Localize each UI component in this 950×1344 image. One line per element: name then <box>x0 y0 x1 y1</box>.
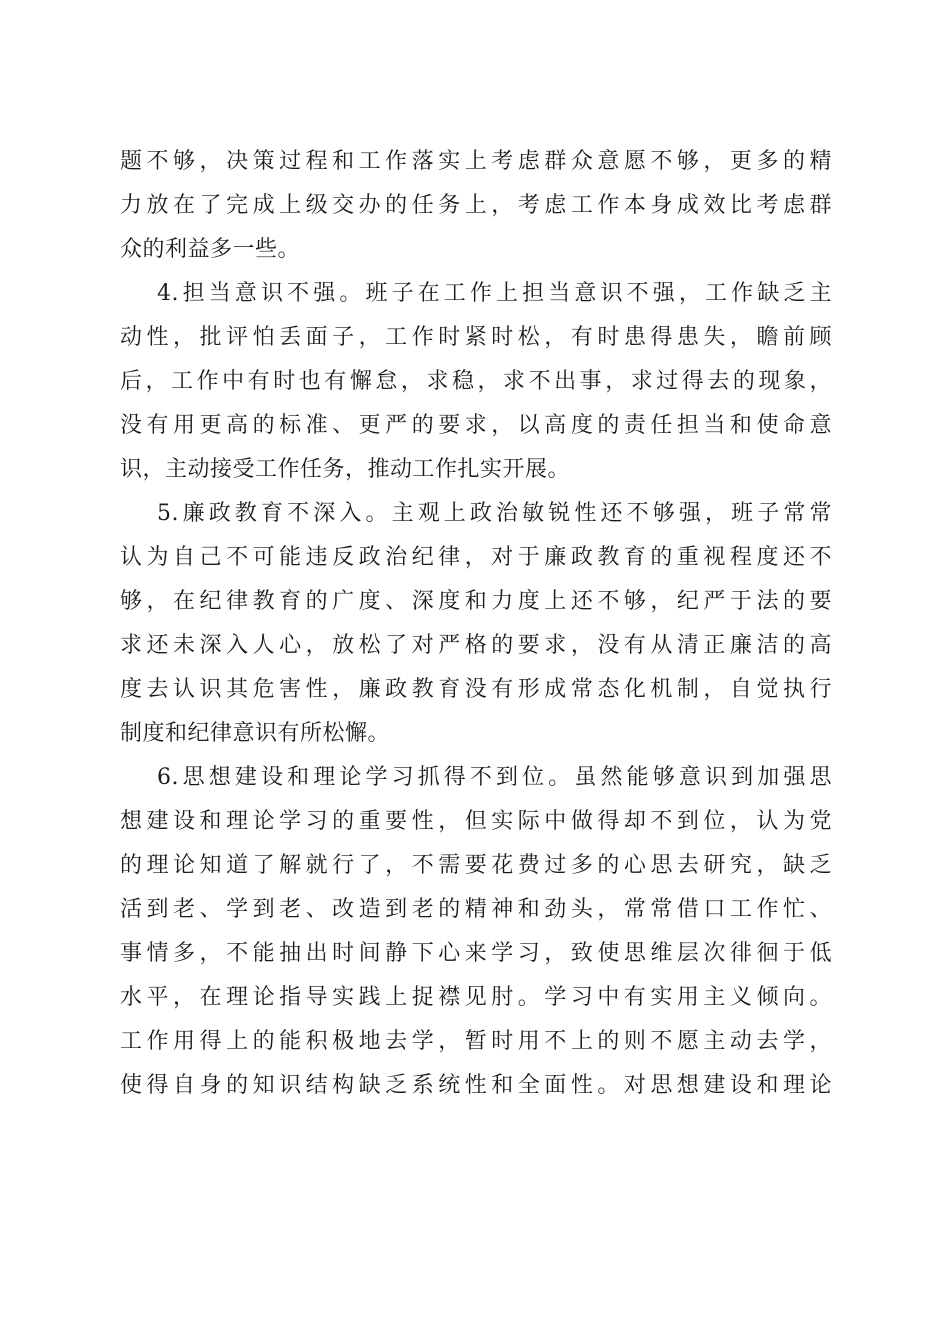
text-line: 认为自己不可能违反政治纪律，对于廉政教育的重视程度还不 <box>120 545 832 570</box>
text-line: 动性，批评怕丢面子，工作时紧时松，有时患得患失，瞻前顾 <box>120 325 832 350</box>
text-line: 水平，在理论指导实践上捉襟见肘。学习中有实用主义倾向。 <box>120 985 832 1010</box>
text-line: 识，主动接受工作任务，推动工作扎实开展。 <box>120 457 571 482</box>
document-body <box>120 140 832 1108</box>
text-line: 使得自身的知识结构缺乏系统性和全面性。对思想建设和理论 <box>120 1073 832 1098</box>
text-line: 度去认识其危害性，廉政教育没有形成常态化机制，自觉执行 <box>120 677 832 702</box>
text-line: 想建设和理论学习的重要性，但实际中做得却不到位，认为党 <box>120 809 832 834</box>
text-line: 制度和纪律意识有所松懈。 <box>120 721 391 746</box>
paragraph-heading-line: 5.廉政教育不深入。主观上政治敏锐性还不够强，班子常常 <box>157 501 832 526</box>
text-line: 求还未深入人心，放松了对严格的要求，没有从清正廉洁的高 <box>120 633 832 658</box>
paragraph-heading-line: 6.思想建设和理论学习抓得不到位。虽然能够意识到加强思 <box>157 765 832 790</box>
text-line: 后，工作中有时也有懈怠，求稳，求不出事，求过得去的现象， <box>120 369 832 394</box>
paragraph-heading-line: 4.担当意识不强。班子在工作上担当意识不强，工作缺乏主 <box>157 281 832 306</box>
text-line: 够，在纪律教育的广度、深度和力度上还不够，纪严于法的要 <box>120 589 832 614</box>
text-line: 力放在了完成上级交办的任务上，考虑工作本身成效比考虑群 <box>120 193 832 218</box>
text-line: 的理论知道了解就行了，不需要花费过多的心思去研究，缺乏 <box>120 853 832 878</box>
text-line: 题不够，决策过程和工作落实上考虑群众意愿不够，更多的精 <box>120 149 832 174</box>
text-line: 没有用更高的标准、更严的要求，以高度的责任担当和使命意 <box>120 413 832 438</box>
text-line: 工作用得上的能积极地去学，暂时用不上的则不愿主动去学， <box>120 1029 832 1054</box>
text-line: 事情多，不能抽出时间静下心来学习，致使思维层次徘徊于低 <box>120 941 832 966</box>
text-line: 活到老、学到老、改造到老的精神和劲头，常常借口工作忙、 <box>120 897 832 922</box>
text-line: 众的利益多一些。 <box>120 237 301 262</box>
